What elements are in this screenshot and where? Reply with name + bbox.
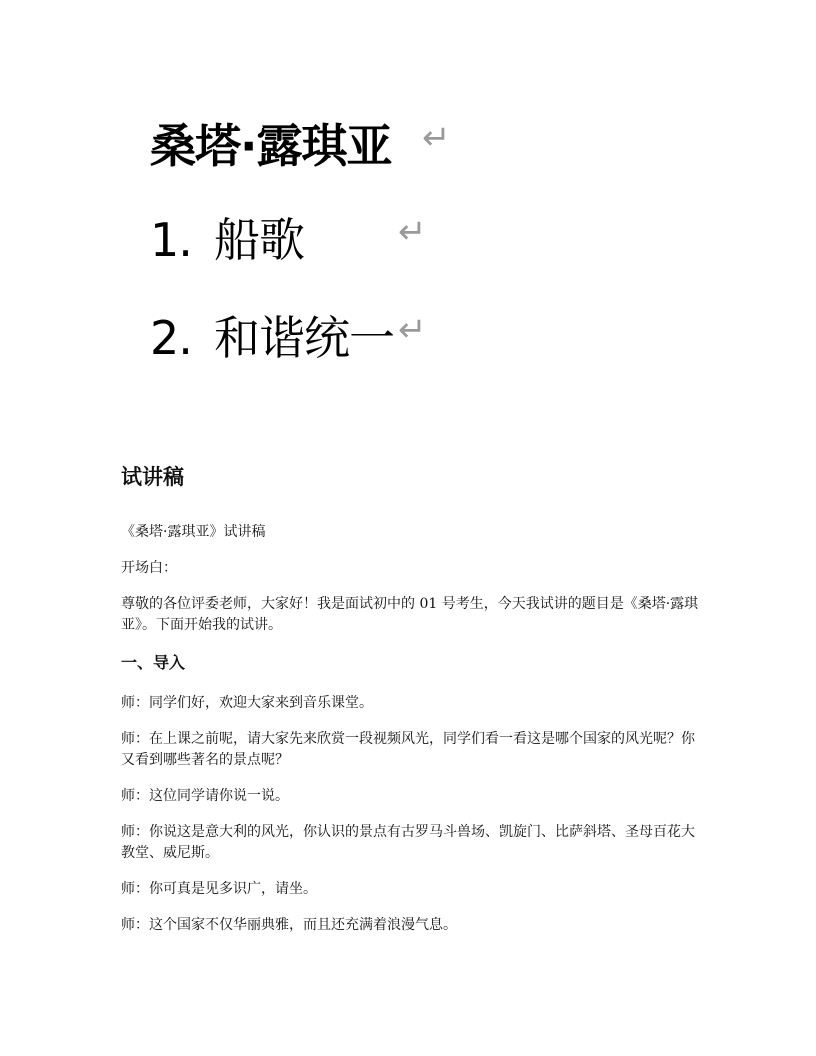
paragraph-return-icon: ↵ xyxy=(422,118,450,158)
document-body xyxy=(121,462,701,951)
paragraph-return-icon: ↵ xyxy=(398,212,426,252)
header-image xyxy=(150,100,470,370)
header-item-2 xyxy=(150,302,426,368)
header-item-1-label: 船歌 xyxy=(214,213,304,267)
header-title-text: 桑塔·露琪亚 xyxy=(150,119,392,173)
document-subtitle: 《桑塔·露琪亚》试讲稿 xyxy=(121,524,266,540)
paragraph: 师：你可真是见多识广，请坐。 xyxy=(121,881,317,897)
opening-text: 尊敬的各位评委老师，大家好！我是面试初中的 01 号考生，今天我试讲的题目是《桑塔·露琪亚》。下面开始我的试讲。 xyxy=(121,596,699,633)
header-item-1-number: 1. xyxy=(150,213,192,267)
paragraph-return-icon: ↵ xyxy=(398,310,426,350)
section-heading-intro: 一、导入 xyxy=(121,653,186,672)
paragraph: 师：这位同学请你说一说。 xyxy=(121,788,289,804)
document-heading: 试讲稿 xyxy=(121,465,184,489)
paragraph: 师：同学们好，欢迎大家来到音乐课堂。 xyxy=(121,695,373,711)
header-item-2-number: 2. xyxy=(150,311,192,365)
opening-label: 开场白： xyxy=(121,560,177,576)
header-item-1 xyxy=(150,204,426,270)
paragraph: 师：在上课之前呢，请大家先来欣赏一段视频风光，同学们看一看这是哪个国家的风光呢？你又看到哪些著名的景点呢？ xyxy=(121,731,695,768)
paragraph: 师：这个国家不仅华丽典雅，而且还充满着浪漫气息。 xyxy=(121,917,457,933)
paragraph: 师：你说这是意大利的风光，你认识的景点有古罗马斗兽场、凯旋门、比萨斜塔、圣母百花大教堂、威尼斯。 xyxy=(121,824,695,861)
header-title xyxy=(150,110,450,176)
header-item-2-label: 和谐统一 xyxy=(214,311,394,365)
